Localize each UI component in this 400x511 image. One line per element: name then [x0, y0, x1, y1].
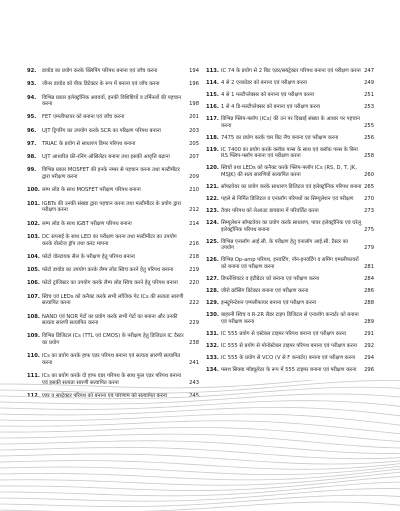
toc-entry-number: 109. [27, 333, 40, 340]
toc-entry-page: 241 [189, 360, 199, 367]
toc-entry-number: 133. [206, 354, 219, 361]
toc-entry-page: 214 [189, 220, 199, 227]
toc-entry-number: 105. [27, 267, 40, 274]
toc-entry-title: सिम्यूलेशन सॉफ्टवेयर का प्रयोग करके साधारण, पावर इलेक्ट्रॉनिक एवं घरेलू इलेक्ट्रॉनिक परिपथ बनाना [221, 219, 361, 233]
toc-entry-page: 249 [364, 79, 374, 86]
toc-entry[interactable] [27, 81, 199, 88]
toc-entry-title: विभिन्न फ्लिप-फ्लॉप (ICs) की उन पर दिखाई संख्या के आधार पर पहचान करना [221, 115, 360, 129]
toc-entry[interactable] [27, 314, 199, 327]
toc-entry[interactable] [27, 221, 199, 228]
toc-entry-number: 113. [206, 68, 219, 74]
wave-line [0, 387, 400, 398]
toc-entry-title: NAND एवं NOR गेटों का प्रयोग करके सभी गेटों का बनाना और उनकी सत्यता सारणी सत्यापित करना [42, 313, 178, 327]
toc-entry-title: स्विचों तथा LEDs को कनैक्ट करके फ्लिप-फ्लॉप ICs (RS, D, T, JK, MSJK) की सत्य सारणियों सत्यापित करना [221, 165, 357, 178]
toc-entry[interactable] [27, 95, 199, 108]
toc-entry-page: 198 [189, 101, 199, 108]
toc-entry-page: 247 [364, 68, 374, 74]
toc-entry-title: लम्प लोड के साथ MOSFET परीक्षण परिपथ बनाना [42, 187, 141, 194]
toc-entry-number: 119. [206, 146, 219, 153]
toc-entry-page: 194 [189, 68, 199, 74]
wave-line [0, 502, 400, 511]
toc-entry-page: 219 [189, 267, 199, 274]
toc-entry-number: 111. [27, 373, 40, 380]
decorative-wave-pattern [0, 380, 400, 511]
wave-line [0, 414, 400, 425]
toc-entry-number: 127. [206, 276, 219, 282]
toc-entry-number: 116. [206, 103, 219, 110]
toc-entry-number: 108. [27, 313, 40, 320]
toc-entry[interactable] [206, 104, 374, 111]
toc-entry-page: 209 [189, 174, 199, 181]
toc-entry[interactable] [206, 367, 374, 374]
toc-entry[interactable] [206, 288, 374, 295]
toc-entry[interactable] [206, 220, 374, 233]
toc-entry-title: विभिन्न प्रकार इलेक्ट्रॉनिक अवयवों, इनकी विशिष्टियों व टर्मिनलों की पहचान करना [42, 94, 182, 108]
toc-entry-title: पहले से निर्मित डिजिटल व एनालॉग परिपथों का सिम्यूलेशन एवं परीक्षण [221, 195, 354, 202]
toc-entry-title: ICs का प्रयोग करके दो हाफ एडर परिपथ के साथ फुल एडर परिपथ बनाना एवं इसकी सत्यता सारणी सत्यापित करना [42, 373, 182, 387]
toc-entry-page: 273 [364, 207, 374, 214]
toc-entry-title: एडर व सब्ट्रेक्टर परिपथ को बनाना एवं परिणाम को सत्यापित करना [42, 393, 167, 400]
toc-entry-page: 222 [189, 300, 199, 307]
toc-entry-number: 94. [27, 94, 37, 101]
toc-entry-number: 117. [206, 115, 219, 122]
wave-line [0, 495, 400, 506]
toc-entry[interactable] [27, 68, 199, 75]
toc-entry-number: 104. [27, 253, 40, 260]
toc-entry-title: IC 74 के प्रयोग से 2 बिट एडर/सबट्रेक्टर परिपथ बनाना एवं परीक्षण करना [221, 68, 361, 74]
toc-entry-title: IC 7400 का प्रयोग करके क्लॉक पल्स के साथ एवं क्लॉक पल्स के बिना RS फ्लिप-फ्लॉप बनाना एवं परीक्षण करना [221, 146, 358, 160]
toc-entry-number: 103. [27, 233, 40, 240]
toc-entry[interactable] [27, 294, 199, 307]
toc-entry-title: IGBTs की उनकी संख्या द्वारा पहचान करना तथा मल्टीमीटर के प्रयोग द्वारा परीक्षण करना [42, 200, 181, 214]
toc-entry-number: 129. [206, 299, 219, 306]
toc-entry-page: 245 [189, 393, 199, 400]
toc-entry-number: 130. [206, 311, 219, 318]
toc-entry-title: DC सप्लाई के साथ LED का परीक्षण करना तथा मल्टीमीटर का उपयोग करके वोल्टेज ड्रॉप तथा करंट मापना [42, 233, 177, 247]
toc-entry-number: 122. [206, 195, 219, 202]
toc-entry[interactable] [206, 135, 374, 142]
toc-entry[interactable] [206, 343, 374, 350]
toc-entry-title: फोटो डायोड का उपयोग करके लैम्प लोड स्विच करने हेतु परिपथ बनाना [42, 267, 174, 274]
toc-left-column [27, 68, 199, 400]
toc-entry-title: UJT आधारित फ्री-रनिंग ऑसिलेटर बनाना तथा इसकी आवृत्ति बढ़ाना [42, 154, 170, 161]
toc-entry[interactable] [27, 141, 199, 148]
toc-entry[interactable] [206, 300, 374, 307]
toc-entry[interactable] [206, 208, 374, 215]
toc-entry-number: 115. [206, 91, 219, 98]
toc-entry-title: विभिन्न एनालॉग आई.सी. के परीक्षण हेतु एनालॉग आई.सी. टैस्टर का उपयोग [221, 238, 349, 252]
toc-entry-number: 114. [206, 79, 219, 86]
toc-entry-number: 121. [206, 183, 219, 190]
toc-entry-title: विभिन्न डिजिटल ICs (TTL एवं CMOS) के परीक्षण हेतु डिजिटल IC टैस्टर का प्रयोग [42, 333, 184, 347]
toc-entry[interactable] [206, 80, 374, 87]
toc-entry-page: 238 [189, 340, 199, 347]
toc-entry[interactable] [206, 331, 374, 338]
wave-line [0, 407, 400, 415]
toc-entry-title: डिफरेंशियटर व इंटीग्रेटर को बनाना एवं परीक्षण करना [221, 276, 320, 282]
toc-entry-title: 1 से 4 डि-मल्टीप्लेक्सर को बनाना एवं परीक्षण करना [221, 103, 320, 110]
toc-entry-number: 134. [206, 366, 219, 373]
toc-entry-page: 258 [364, 153, 374, 160]
toc-entry-number: 96. [27, 127, 37, 134]
toc-entry-number: 125. [206, 238, 219, 245]
toc-entry-number: 98. [27, 154, 37, 161]
toc-entry-page: 220 [189, 280, 199, 287]
toc-entry[interactable] [206, 184, 374, 191]
toc-entry-page: 292 [364, 342, 374, 349]
toc-entry-page: 279 [364, 245, 374, 252]
toc-entry[interactable] [27, 254, 199, 261]
toc-entry-title: फोटो ट्रांजिस्टर का उपयोग करके लैम्प लोड स्विच करने हेतु परिपथ बनाना [42, 280, 178, 287]
toc-entry[interactable] [206, 312, 374, 325]
wave-line [0, 441, 400, 454]
toc-entry-title: IC 555 से प्रयोग से मोनोस्टेबल टाइमर परिपथ बनाना एवं परीक्षण करना [221, 342, 357, 349]
toc-entry-page: 196 [189, 81, 199, 88]
wave-line [0, 381, 400, 394]
toc-entry[interactable] [206, 68, 374, 75]
toc-entry-number: 102. [27, 220, 40, 227]
toc-entry[interactable] [27, 201, 199, 214]
toc-entry-page: 201 [189, 114, 199, 121]
toc-entry[interactable] [206, 165, 374, 178]
toc-entry-title: TRIAC के प्रयोग से साधारण डिमर परिपथ बनाना [42, 140, 136, 147]
toc-entry-page: 289 [364, 318, 374, 325]
toc-entry-page: 291 [364, 330, 374, 337]
toc-entry-number: 124. [206, 219, 219, 226]
toc-entry[interactable] [27, 114, 199, 121]
wave-line [0, 482, 400, 496]
toc-entry-number: 101. [27, 200, 40, 207]
toc-entry[interactable] [27, 128, 199, 135]
toc-entry[interactable] [206, 196, 374, 203]
toc-entry-number: 97. [27, 140, 37, 147]
toc-entry-title: FET एम्प्लीफायर को बनाना एवं जाँच करना [42, 114, 125, 121]
toc-entry-title: डायोड का प्रयोग करके क्लिपिंग परिपथ बनाना एवं जाँच करना [42, 68, 158, 74]
wave-line [0, 401, 400, 410]
toc-entry-page: 260 [364, 172, 374, 178]
toc-entry[interactable] [27, 187, 199, 194]
toc-entry[interactable] [206, 92, 374, 99]
toc-entry-page: 256 [364, 134, 374, 141]
toc-entry-page: 212 [189, 207, 199, 214]
toc-entry-number: 118. [206, 134, 219, 141]
toc-entry-page: 243 [189, 380, 199, 387]
wave-line [0, 394, 400, 404]
toc-entry-number: 110. [27, 353, 40, 360]
toc-entry-page: 205 [189, 140, 199, 147]
toc-entry-title: स्विच एवं LEDs को कनैक्ट करके सभी लॉजिक गेट ICs की सत्यता सारणी सत्यापित करना [42, 293, 184, 307]
toc-entry-title: विभिन्न Op-amp परिपथ, इनवर्टिंग, नॉन-इनवर्टिंग व समिंग एम्पलीफायरों को बनाना एवं परीक्षण करना [221, 257, 359, 271]
toc-entry-page: 281 [364, 264, 374, 271]
toc-entry[interactable] [27, 353, 199, 366]
toc-entry-page: 270 [364, 195, 374, 202]
toc-entry-page: 218 [189, 253, 199, 260]
wave-line [0, 454, 400, 464]
toc-entry[interactable] [206, 239, 374, 252]
toc-entry-page: 296 [364, 366, 374, 373]
toc-entry-title: लम्प लोड के साथ IGBT परीक्षण परिपथ बनाना [42, 220, 132, 227]
toc-entry-title: ICs का प्रयोग करके हाफ एडर परिपथ बनाना एवं सत्यता सारणी सत्यापित करना [42, 353, 181, 367]
toc-entry-title: जीरो क्रॉसिंग डिटेक्टर बनाना एवं परीक्षण करना [221, 287, 309, 294]
toc-entry-number: 92. [27, 68, 37, 74]
toc-entry-page: 284 [364, 276, 374, 282]
toc-entry-number: 126. [206, 257, 219, 264]
toc-entry-title: 4 से 2 एनकोडर को बनाना एवं परीक्षण करना [221, 79, 307, 86]
toc-entry-number: 100. [27, 187, 40, 194]
wave-line [0, 380, 400, 388]
toc-entry-title: IC 555 के प्रयोग से VCO (V से F कन्वर्टर) बनाना एवं परीक्षण करना [221, 354, 356, 361]
toc-entry-page: 253 [364, 103, 374, 110]
toc-entry-page: 210 [189, 187, 199, 194]
toc-entry-title: 7475 का प्रयोग करके चार बिट लैच बनाना एवं परीक्षण करना [221, 134, 339, 141]
toc-entry-page: 229 [189, 320, 199, 327]
toc-entry-title: 4 से 1 मल्टीप्लेक्सर को बनाना एवं परीक्षण करना [221, 91, 314, 98]
toc-entry-title: इन्स्ट्रूमेन्टेशन एम्पलीफायर बनाना एवं परीक्षण करना [221, 299, 316, 306]
toc-entry-page: 288 [364, 299, 374, 306]
toc-entry-title: तैयार परिपथ को लेआउट डायग्राम में परिवर्तित करना [221, 207, 319, 214]
toc-entry[interactable] [27, 280, 199, 287]
toc-entry[interactable] [206, 276, 374, 283]
toc-right-column [206, 68, 374, 373]
toc-entry[interactable] [27, 267, 199, 274]
toc-entry[interactable] [27, 234, 199, 247]
toc-entry-title: फोटो वोल्टायक सैल के परीक्षण हेतु परिपथ बनाना [42, 253, 135, 260]
toc-entry-number: 106. [27, 280, 40, 287]
toc-entry-title: जीनर डायोड को पीक डिटेक्टर के रूप में बनाना एवं जाँच करना [42, 81, 160, 88]
toc-entry-number: 107. [27, 293, 40, 300]
toc-entry-number: 123. [206, 207, 219, 214]
toc-entry-page: 207 [189, 154, 199, 161]
toc-entry-page: 216 [189, 240, 199, 247]
toc-entry-title: फ्लश सिक्वा मॉड्यूलेटर के रूप में 555 टाइमर बनाना एवं परीक्षण करना [221, 366, 357, 373]
toc-entry[interactable] [27, 154, 199, 161]
toc-entry-number: 95. [27, 114, 37, 121]
toc-entry[interactable] [206, 116, 374, 129]
toc-entry-page: 275 [364, 226, 374, 233]
toc-entry-page: 255 [364, 122, 374, 129]
toc-entry[interactable] [27, 167, 199, 180]
toc-entry-title: IC 555 प्रयोग से एस्टेबल टाइमर परिपथ बनाना एवं परीक्षण करना [221, 330, 347, 337]
toc-entry-title: UJT ट्रिगरिंग का उपयोग करके SCR का परिक्षण परिपथ बनाना [42, 127, 161, 134]
toc-entry-number: 120. [206, 165, 219, 172]
toc-entry-page: 251 [364, 91, 374, 98]
toc-entry-page: 294 [364, 354, 374, 361]
toc-entry-title: बाहरनी स्विच व R-2R लैडर टाइप डिजिटल से एनालॉग कन्वर्टर को बनाना एवं परीक्षण करना [221, 311, 359, 325]
toc-entry-page: 203 [189, 127, 199, 134]
toc-entry-number: 132. [206, 342, 219, 349]
toc-entry-page: 286 [364, 287, 374, 294]
toc-entry[interactable] [27, 333, 199, 346]
toc-entry-number: 128. [206, 287, 219, 294]
toc-entry-number: 93. [27, 81, 37, 88]
toc-entry-page: 265 [364, 183, 374, 190]
toc-entry-number: 99. [27, 167, 37, 174]
toc-entry-title: विभिन्न प्रकार MOSFET की इनके नम्बर से पहचान करना तथा मल्टीमीटर द्वारा परीक्षण करना [42, 167, 180, 181]
toc-entry[interactable] [206, 147, 374, 160]
wave-line [0, 461, 400, 470]
toc-entry-number: 112. [27, 393, 40, 400]
toc-entry[interactable] [206, 257, 374, 270]
toc-entry-title: सॉफ्टवेयर का प्रयोग करके साधारण डिजिटल एवं इलेक्ट्रॉनिक परिपथ बनाना [221, 183, 362, 190]
toc-entry-number: 131. [206, 330, 219, 337]
toc-entry[interactable] [206, 355, 374, 362]
